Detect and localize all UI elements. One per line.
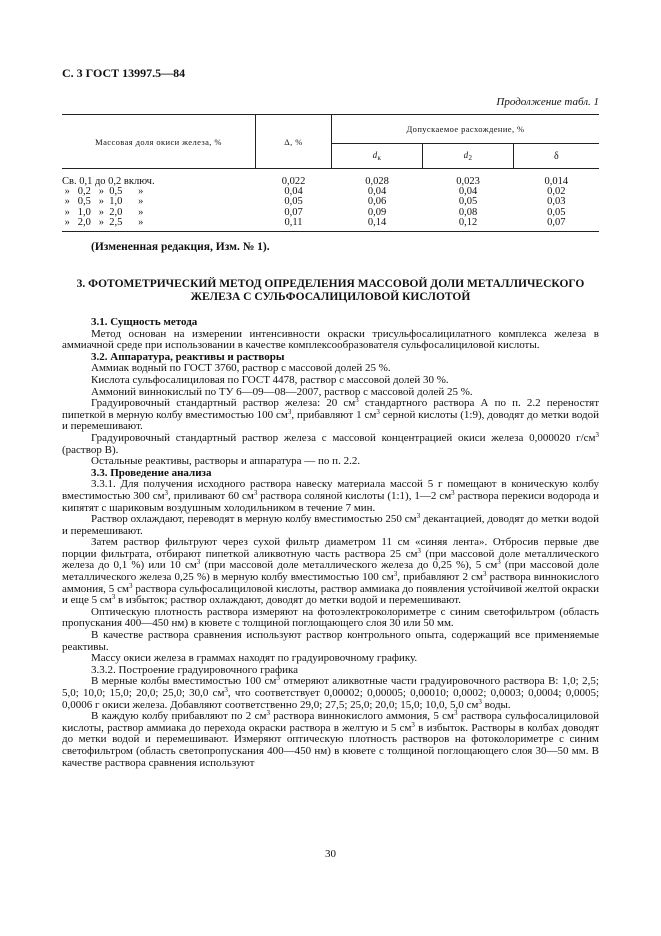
- body-text: [62, 317, 599, 769]
- document-header: С. 3 ГОСТ 13997.5—84: [62, 66, 186, 80]
- header-allowed-divergence: Допускаемое расхождение, %: [332, 115, 600, 144]
- paragraph: Метод основан на измерении интенсивности окраски трисульфосалицилатного комплекса железа в аммиачной среде при использовании в качестве комплексообразователя сульфосалициловой кислоты.: [62, 327, 599, 352]
- paragraph: Аммиак водный по ГОСТ 3760, раствор с массовой долей 25 %.: [91, 362, 391, 375]
- paragraph: В каждую колбу прибавляют по 2 $см^3$ раствора виннокислого аммония, 5 $см^3$ раствора сульфосалициловой кислоты, раствор аммиака до перехода окраски раствора в желтую и 5 $см^3$ в избыток. Растворы в колбах доводят до метки водой и перемешивают. Измеряют оптическую плотность растворов на фотоколориметре с синим светофильтром (область светопропускания 400—450 нм) в кювете с толщиной поглощающего слоя 30—50 мм. В качестве раствора сравнения используют: [62, 709, 600, 769]
- table-row: » 0,5 » 1,0 » 0,05 0,06 0,05 0,03: [62, 196, 566, 208]
- paragraph: 3.3.2. Построение градуировочного графика: [91, 663, 299, 676]
- paragraph: Остальные реактивы, растворы и аппаратура — по п. 2.2.: [91, 455, 361, 468]
- section-title: 3. ФОТОМЕТРИЧЕСКИЙ МЕТОД ОПРЕДЕЛЕНИЯ МАССОВОЙ ДОЛИ МЕТАЛЛИЧЕСКОГО ЖЕЛЕЗА С СУЛЬФОСАЛИЦИЛОВОЙ КИСЛОТОЙ: [76, 278, 585, 303]
- tolerance-table: [62, 114, 599, 232]
- paragraph: В качестве раствора сравнения используют раствор контрольного опыта, содержащий все применяемые реактивы.: [62, 629, 599, 653]
- header-delta: Δ, %: [256, 115, 332, 169]
- amendment-note: (Измененная редакция, Изм. № 1).: [91, 241, 270, 253]
- header-dk: $d_к$: [332, 144, 423, 169]
- paragraph: Градуировочный стандартный раствор железа: 20 $см^3$ стандартного раствора А по п. 2.2 переностят пипеткой в мерную колбу вместимостью 100 $см^3$, прибавляют 1 $см^3$ серной кислоты (1:9), доводят до метки водой и перемешивают.: [62, 396, 599, 433]
- table-row: » 0,2 » 0,5 » 0,04 0,04 0,04 0,02: [62, 186, 566, 198]
- paragraph: Аммоний виннокислый по ТУ 6—09—08—2007, раствор с массовой долей 25 %.: [91, 385, 473, 398]
- page-number: 30: [325, 848, 336, 860]
- paragraph: Раствор охлаждают, переводят в мерную колбу вместимостью 250 $см^3$ декантацией, доводят до метки водой и перемешивают.: [62, 512, 599, 537]
- header-mass-fraction: Массовая доля окиси железа, %: [62, 115, 256, 169]
- paragraph: Затем раствор фильтруют через сухой фильтр диаметром 11 см «синяя лента». Отбросив первые две порции фильтрата, отбирают пипеткой аликвотную часть раствора 25 $см^3$ (при массовой доле металлического железа до 0,1 %) или 10 $см^3$ (при массовой доле металлического железа до 0,25 %), 5 $см^3$ (при массовой доле металлического железа 0,25 %) в мерную колбу вместимостью 100 $см^3$, прибавляют 2 $см^3$ раствора виннокислого аммония, 5 $см^3$ раствора сульфосалициловой кислоты, раствор аммиака до появления устойчивой желтой окраски и еще 5 $см^3$ в избыток; раствор охлаждают, доводят до метки водой и перемешивают.: [62, 536, 599, 607]
- heading-3-2: 3.2. Аппаратура, реактивы и растворы: [91, 350, 285, 363]
- heading-3-3: 3.3. Проведение анализа: [91, 466, 212, 479]
- paragraph: Кислота сульфосалициловая по ГОСТ 4478, раствор с массовой долей 30 %.: [91, 373, 449, 386]
- paragraph: 3.3.1. Для получения исходного раствора навеску материала массой 5 г помещают в коническую колбу вместимостью 300 $см^3$, приливают 60 $см^3$ раствора соляной кислоты (1:1), 1—2 $см^3$ раствора перекиси водорода и кипятят с шариковым воздушным холодильником в течение 7 мин.: [62, 478, 600, 514]
- table-row: » 1,0 » 2,0 » 0,07 0,09 0,08 0,05: [62, 206, 566, 218]
- paragraph: Оптическую плотность раствора измеряют на фотоэлектроколориметре с синим светофильтром (область пропускания 400—450 нм) в кювете с толщиной поглощающего слоя 30 или 50 мм.: [62, 605, 599, 630]
- table-continuation-label: Продолжение табл. 1: [496, 96, 599, 108]
- heading-3-1: 3.1. Сущность метода: [91, 316, 198, 328]
- paragraph: Градуировочный стандартный раствор железа с массовой концентрацией окиси железа 0,000020 $г/см^3$ (раствор В).: [62, 430, 599, 456]
- table-row: Св. 0,1 до 0,2 включ. 0,022 0,028 0,023 0,014: [62, 176, 569, 187]
- table-row: » 2,0 » 2,5 » 0,11 0,14 0,12 0,07: [62, 218, 599, 232]
- paragraph: Массу окиси железа в граммах находят по градуировочному графику.: [91, 652, 418, 665]
- paragraph: В мерные колбы вместимостью 100 $см^3$ отмеряют аликвотные части градуировочного раствора В: 1,0; 2,5; 5,0; 10,0; 15,0; 20,0; 25,0; 30,0 $см^3$, что соответствует 0,00002; 0,00005; 0,00010; 0,0002; 0,0003; 0,0004; 0,0005; 0,0006 г окиси железа. Добавляют соответственно 29,0; 27,5; 25,0; 20,0; 15,0; 10,0, 5,0 $см^3$ воды.: [62, 674, 599, 711]
- header-delta-small: δ: [514, 144, 600, 169]
- header-d2: $d_2$: [423, 144, 514, 169]
